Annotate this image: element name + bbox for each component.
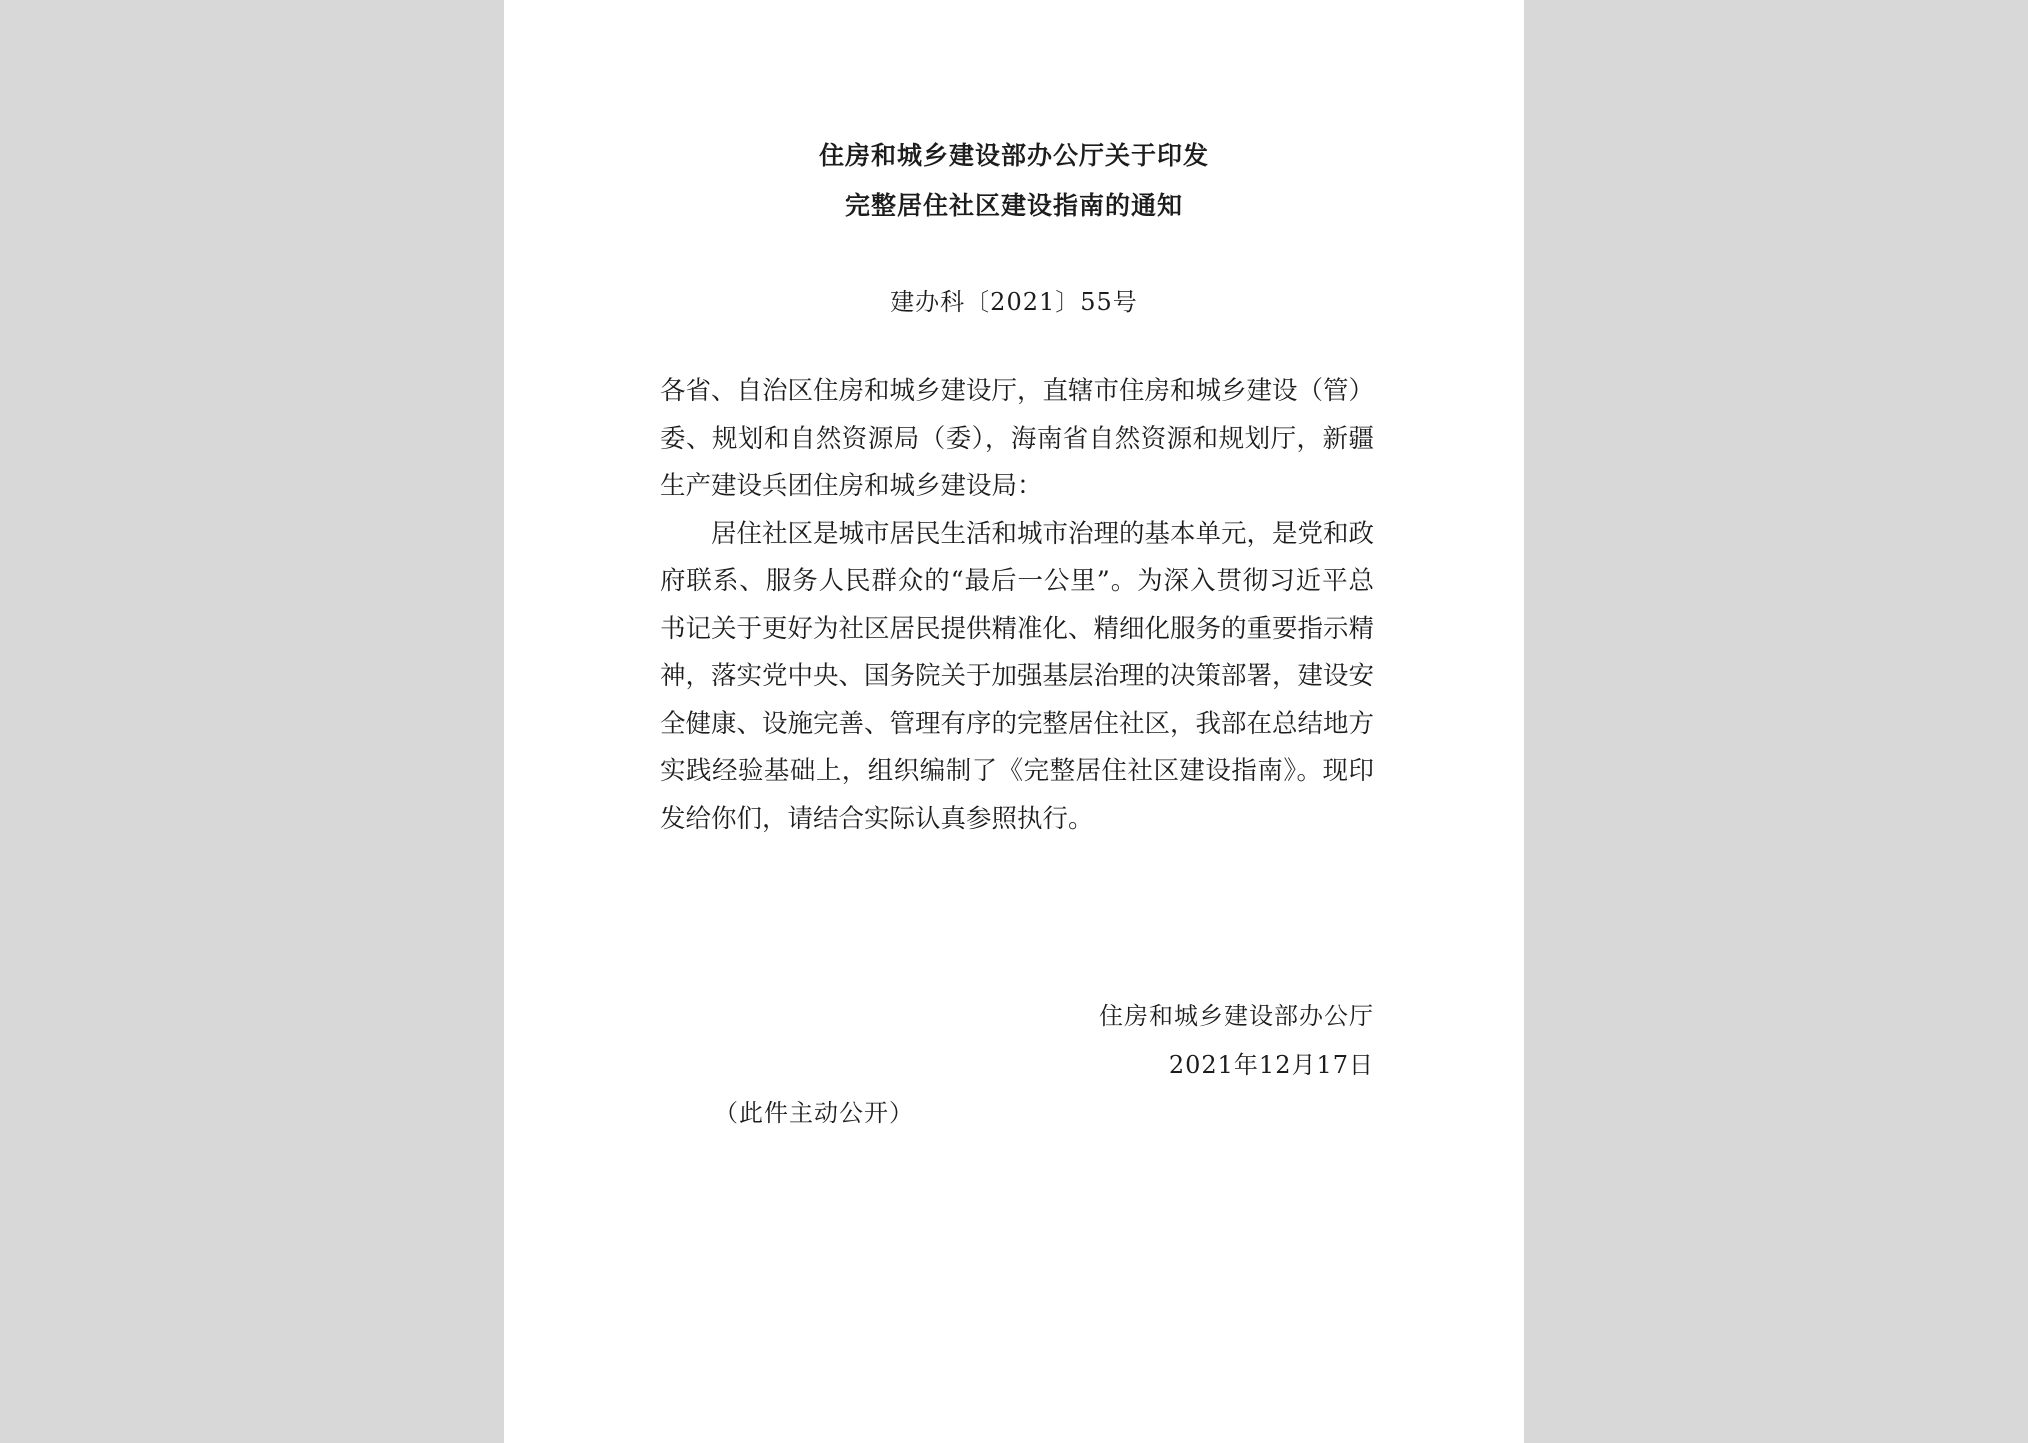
signature-date: 2021年12月17日 [1168, 1051, 1374, 1079]
signature-organization: 住房和城乡建设部办公厅 [1099, 1002, 1374, 1030]
addressee-paragraph: 各省、自治区住房和城乡建设厅，直辖市住房和城乡建设（管）委、规划和自然资源局（委），海南省自然资源和规划厅，新疆生产建设兵团住房和城乡建设局： [660, 376, 1375, 501]
document-title-line2: 完整居住社区建设指南的通知 [844, 191, 1183, 220]
body-paragraph: 居住社区是城市居民生活和城市治理的基本单元，是党和政府联系、服务人民群众的“最后一公里”。为深入贯彻习近平总书记关于更好为社区居民提供精准化、精细化服务的重要指示精神，落实党中央、国务院关于加强基层治理的决策部署，建设安全健康、设施完善、管理有序的完整居住社区，我部在总结地方实践经验基础上，组织编制了《完整居住社区建设指南》。现印发给你们，请结合实际认真参照执行。 [660, 518, 1375, 834]
document-title-line1: 住房和城乡建设部办公厅关于印发 [818, 141, 1209, 170]
document-body [660, 368, 1374, 843]
document-number: 建办科〔2021〕55号 [890, 288, 1138, 316]
public-disclosure-note: （此件主动公开） [714, 1099, 914, 1127]
document-page [504, 0, 1524, 1443]
